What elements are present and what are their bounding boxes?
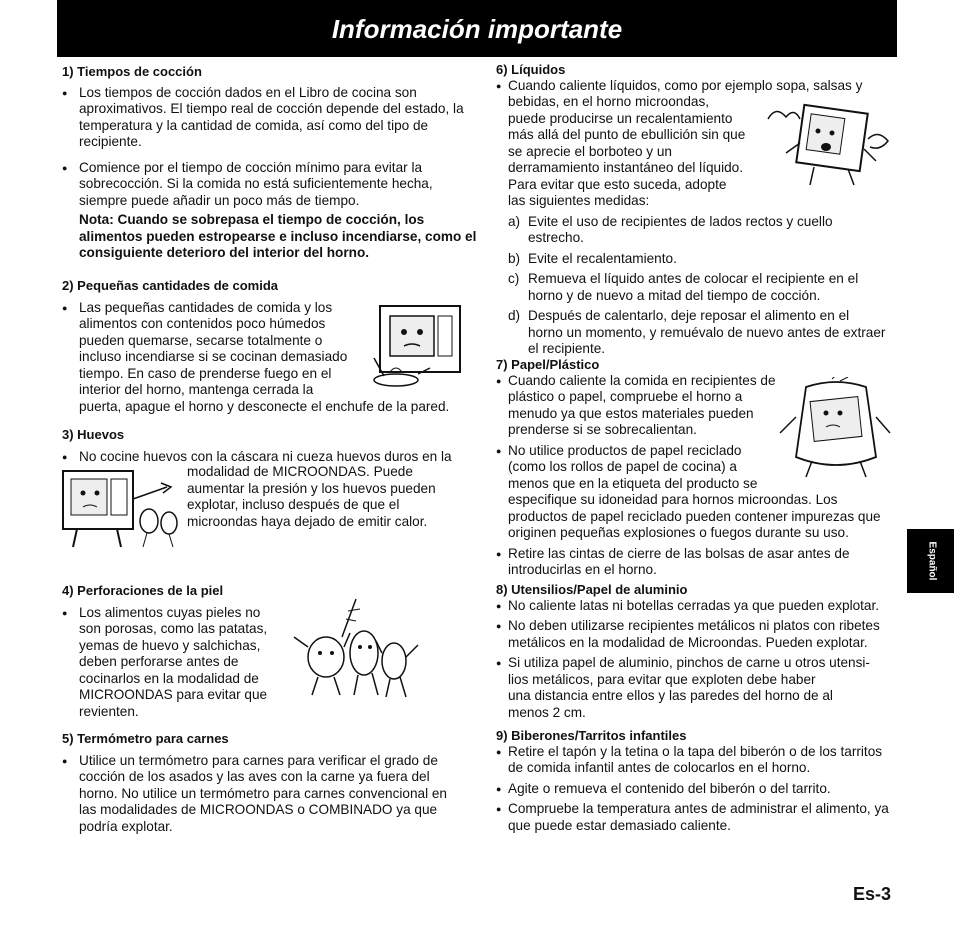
section-heading: 6) Líquidos bbox=[496, 62, 566, 77]
bullet: ● Los alimentos cuyas pieles no son porosas, como las patatas, yemas de huevo y salchichas, deben perforarse antes de cocinarlos en la modalidad de MICROONDAS para evitar que revienten. bbox=[62, 605, 282, 721]
page-title: Información importante bbox=[331, 14, 623, 44]
section-1 bbox=[62, 64, 478, 262]
section-heading: 9) Biberones/Tarritos infantiles bbox=[496, 728, 687, 743]
line: más allá del punto de ebullición sin que bbox=[508, 127, 746, 142]
line: ● Las pequeñas cantidades de comida y los bbox=[79, 299, 333, 315]
bullet: ● No caliente latas ni botellas cerradas ya que pueden explotar. bbox=[496, 598, 896, 615]
sub-item-d: d) Después de calentarlo, deje reposar el alimento en el horno un momento, y remuévalo de nuevo antes de extraer el recipiente. bbox=[508, 308, 886, 356]
language-label: Español bbox=[925, 541, 937, 581]
bullet: ● No deben utilizarse recipientes metálicos ni platos con ribetes metálicos en la modalidad de Microondas. Pueden explotar. bbox=[496, 618, 896, 651]
section-8 bbox=[496, 582, 896, 721]
section-3 bbox=[62, 427, 482, 465]
page-number: Es-3 bbox=[853, 884, 892, 904]
section-heading: 4) Perforaciones de la piel bbox=[62, 583, 224, 598]
line: puede producirse un recalentamiento bbox=[508, 110, 733, 126]
title-bar bbox=[57, 0, 897, 57]
sub-item-a: a) Evite el uso de recipientes de lados rectos y cuello estrecho. bbox=[508, 213, 833, 245]
section-heading: 7) Papel/Plástico bbox=[496, 357, 600, 372]
line: derramamiento instantáneo del líquido. bbox=[508, 160, 744, 175]
section-4 bbox=[62, 583, 282, 720]
oven-egg-illustration bbox=[57, 463, 185, 551]
line: lios metálicos, para evitar que exploten debe haber bbox=[508, 671, 816, 687]
line: tiempo. En caso de prenderse fuego en el bbox=[79, 365, 332, 381]
note: Nota: Cuando se sobrepasa el tiempo de cocción, los alimentos pueden estropearse e incluso incendiarse, como el consiguiente deterioro del interior del horno. bbox=[79, 212, 477, 260]
bullet: ● Cuando caliente la comida en recipientes de plástico o papel, compruebe el horno a menudo ya que estos materiales pueden prenderse si se sobrecalientan. bbox=[496, 373, 780, 439]
paragraph: especifique su idoneidad para hornos microondas. Los productos de papel reciclado pueden contener impurezas que originen pequeñas explosiones o fuegos durante su uso. bbox=[508, 492, 881, 540]
language-tab bbox=[907, 529, 954, 593]
line: menos que en la etiqueta del producto se bbox=[508, 475, 758, 491]
section-5 bbox=[62, 731, 466, 835]
oven-bag-illustration bbox=[776, 377, 894, 481]
section-9 bbox=[496, 728, 896, 834]
section-3-text bbox=[187, 464, 462, 530]
line: incluso incendiarse si se cocinan demasiado bbox=[79, 349, 348, 364]
line: ● Si utiliza papel de aluminio, pinchos de carne u otros utensi- bbox=[508, 655, 870, 670]
bullet bbox=[496, 655, 896, 721]
line: bebidas, en el horno microondas, bbox=[508, 94, 710, 109]
line: ● No cocine huevos con la cáscara ni cueza huevos duros en la bbox=[79, 448, 452, 464]
sub-item-b: b) Evite el recalentamiento. bbox=[508, 250, 677, 266]
line: una distancia entre ellos y las paredes del horno de al bbox=[508, 688, 833, 703]
bullet: ● Retire las cintas de cierre de las bolsas de asar antes de introducirlas en el horno. bbox=[496, 546, 896, 579]
line: se aprecie el borboteo y un bbox=[508, 143, 672, 159]
line: ● Cuando caliente líquidos, como por ejemplo sopa, salsas y bbox=[508, 77, 863, 93]
section-heading: 8) Utensilios/Papel de aluminio bbox=[496, 582, 688, 597]
section-heading: 2) Pequeñas cantidades de comida bbox=[62, 278, 279, 293]
line: puerta, apague el horno y desconecte el enchufe de la pared. bbox=[79, 398, 450, 414]
section-heading: 5) Termómetro para carnes bbox=[62, 731, 229, 746]
line: (como los rollos de papel de cocina) a bbox=[508, 459, 737, 474]
line: Para evitar que esto suceda, adopte bbox=[508, 176, 727, 192]
oven-boiling-illustration bbox=[764, 99, 894, 191]
line: ● No utilice productos de papel reciclado bbox=[508, 442, 742, 458]
bullet: ● Utilice un termómetro para carnes para verificar el grado de cocción de los asados y las aves con la carne ya fuera del horno. No utilice un termómetro para carnes convencional en las modalidades de MICROONDAS o COMBINADO ya que podría explotar. bbox=[62, 753, 466, 836]
line: las siguientes medidas: bbox=[508, 193, 650, 208]
paragraph: modalidad de MICROONDAS. Puede aumentar la presión y los huevos pueden explotar, incluso después de que el microondas haya dejado de emitir calor. bbox=[187, 464, 436, 529]
bullet: ● Comience por el tiempo de cocción mínimo para evitar la sobrecocción. Si la comida no está suficientemente hecha, siempre puede añadir un poco más de tiempo. bbox=[62, 160, 478, 210]
sub-item-c: c) Remueva el líquido antes de colocar el recipiente en el horno y de nuevo a mitad del tiempo de cocción. bbox=[508, 271, 859, 303]
bullet: ● Agite o remueva el contenido del biberón o del tarrito. bbox=[496, 781, 896, 798]
bullet: ● Los tiempos de cocción dados en el Libro de cocina son aproximativos. El tiempo real de cocción depende del estado, la temperatura y la cantidad de comida, así como del tipo de recipiente. bbox=[62, 85, 478, 151]
line: alimentos con contenidos poco húmedos bbox=[79, 316, 326, 331]
section-heading: 1) Tiempos de cocción bbox=[62, 64, 202, 79]
line: pueden quemarse, secarse totalmente o bbox=[79, 332, 323, 348]
oven-plate-illustration bbox=[368, 298, 468, 398]
line: menos 2 cm. bbox=[508, 704, 586, 720]
section-heading: 3) Huevos bbox=[62, 427, 125, 442]
exploding-food-illustration bbox=[286, 597, 426, 705]
bullet: ● Retire el tapón y la tetina o la tapa del biberón o de los tarritos de comida infantil antes de colocarlos en el horno. bbox=[496, 744, 896, 777]
line: interior del horno, mantenga cerrada la bbox=[79, 382, 314, 397]
bullet: ● Compruebe la temperatura antes de administrar el alimento, ya que puede estar demasiado caliente. bbox=[496, 801, 896, 834]
